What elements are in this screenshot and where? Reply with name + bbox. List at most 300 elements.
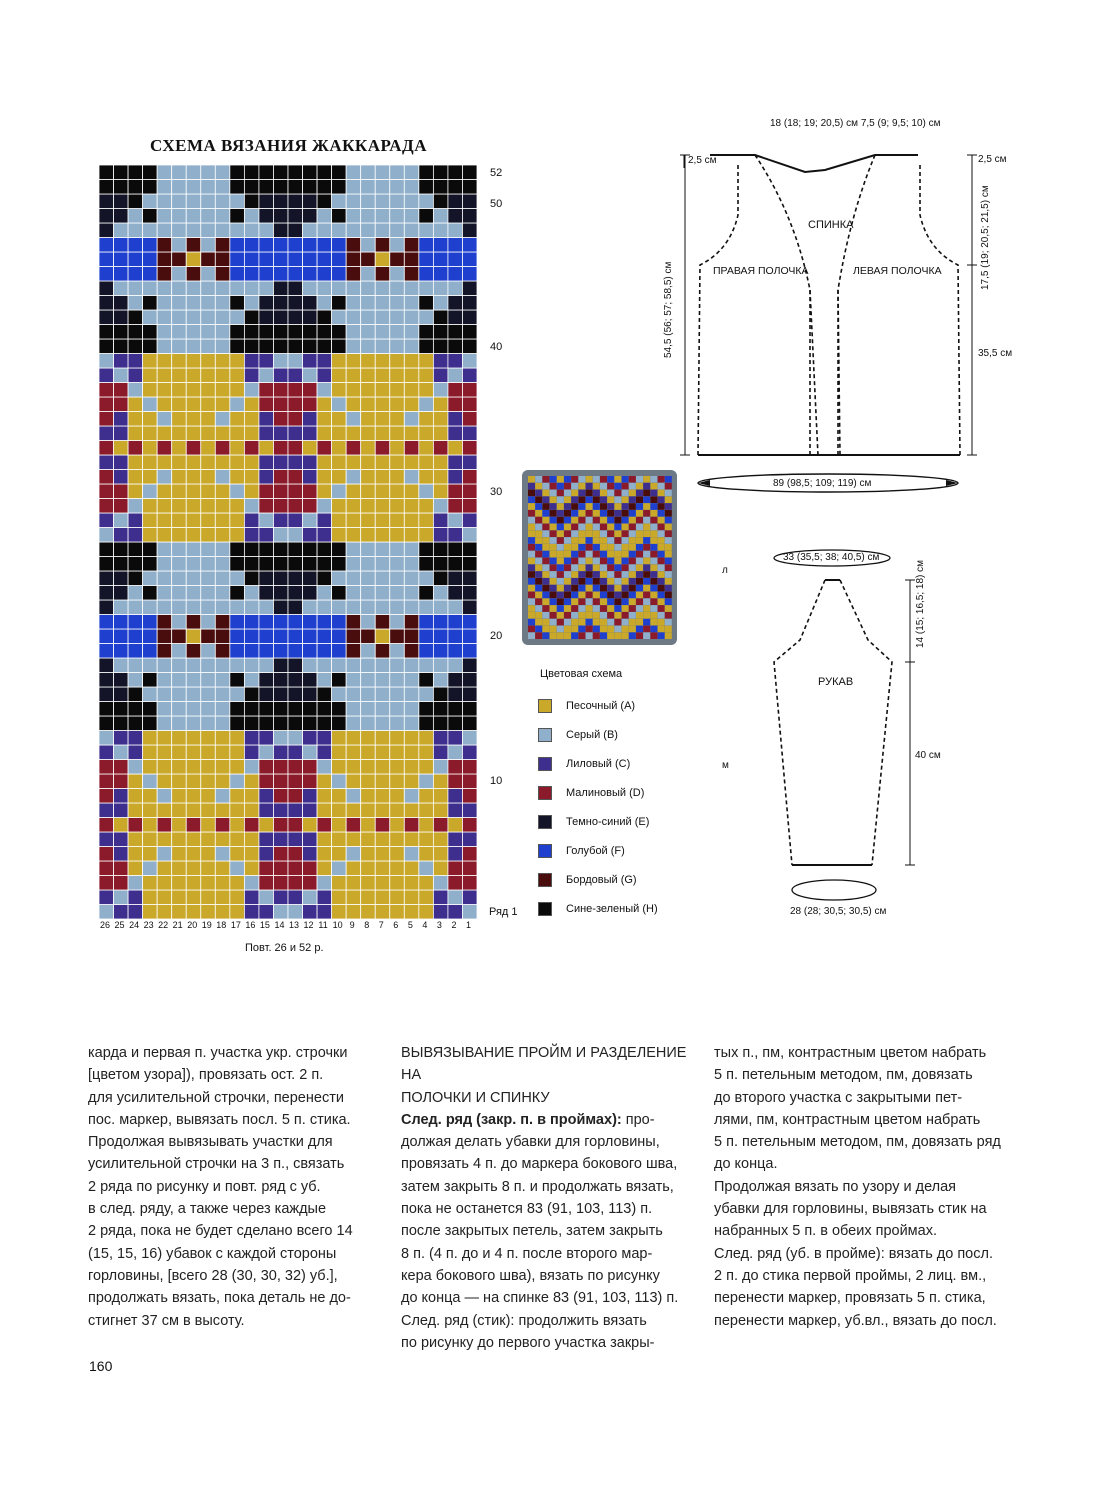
chart-cell xyxy=(303,818,318,833)
swatch-stitch xyxy=(629,524,636,531)
chart-cell xyxy=(201,687,216,702)
chart-cell xyxy=(375,194,390,209)
chart-cell xyxy=(128,412,143,427)
chart-cell xyxy=(157,513,172,528)
chart-cell xyxy=(143,354,158,369)
chart-cell xyxy=(303,542,318,557)
swatch-stitch xyxy=(622,564,629,571)
chart-cell xyxy=(332,571,347,586)
chart-cell xyxy=(244,528,259,543)
chart-cell xyxy=(157,629,172,644)
chart-cell xyxy=(128,832,143,847)
chart-cell xyxy=(404,673,419,688)
chart-cell xyxy=(462,383,477,398)
chart-cell xyxy=(361,818,376,833)
chart-cell xyxy=(404,716,419,731)
column-number: 25 xyxy=(114,920,125,930)
chart-cell xyxy=(317,745,332,760)
chart-title: СХЕМА ВЯЗАНИЯ ЖАККАРАДА xyxy=(150,136,427,155)
chart-cell xyxy=(172,383,187,398)
chart-cell xyxy=(288,716,303,731)
chart-cell xyxy=(215,832,230,847)
text-line: лями, пм, контрастным цветом набрать xyxy=(714,1111,981,1128)
chart-cell xyxy=(99,687,114,702)
swatch-stitch xyxy=(643,558,650,565)
chart-cell xyxy=(99,615,114,630)
swatch-stitch xyxy=(607,564,614,571)
chart-cell xyxy=(128,760,143,775)
chart-cell xyxy=(390,470,405,485)
chart-cell xyxy=(273,354,288,369)
chart-cell xyxy=(186,383,201,398)
chart-cell xyxy=(433,542,448,557)
vest-top-dimensions: 18 (18; 19; 20,5) см 7,5 (9; 9,5; 10) см xyxy=(770,118,941,129)
swatch-stitch xyxy=(665,578,672,585)
swatch-stitch xyxy=(557,558,564,565)
chart-cell xyxy=(288,600,303,615)
swatch-stitch xyxy=(586,524,593,531)
swatch-stitch xyxy=(593,592,600,599)
chart-cell xyxy=(128,426,143,441)
chart-cell xyxy=(303,310,318,325)
chart-cell xyxy=(346,238,361,253)
chart-cell xyxy=(346,658,361,673)
chart-cell xyxy=(244,368,259,383)
swatch-stitch xyxy=(614,510,621,517)
chart-cell xyxy=(390,180,405,195)
chart-cell xyxy=(375,586,390,601)
swatch-stitch xyxy=(528,585,535,592)
chart-cell xyxy=(419,165,434,180)
chart-cell xyxy=(317,586,332,601)
swatch-stitch xyxy=(586,626,593,633)
chart-cell xyxy=(419,905,434,920)
text-line: След. ряд (стик): продолжить вязать xyxy=(401,1312,647,1329)
column-number: 14 xyxy=(274,920,285,930)
swatch-stitch xyxy=(629,558,636,565)
swatch-stitch xyxy=(643,598,650,605)
chart-cell xyxy=(143,310,158,325)
chart-cell xyxy=(419,528,434,543)
chart-cell xyxy=(288,557,303,572)
chart-cell xyxy=(375,876,390,891)
chart-cell xyxy=(346,470,361,485)
text-column-1 xyxy=(88,1042,378,1332)
chart-cell xyxy=(462,832,477,847)
chart-cell xyxy=(186,194,201,209)
swatch-stitch xyxy=(622,503,629,510)
chart-cell xyxy=(448,354,463,369)
swatch-stitch xyxy=(600,517,607,524)
swatch-stitch xyxy=(593,524,600,531)
swatch-stitch xyxy=(550,503,557,510)
chart-cell xyxy=(157,339,172,354)
chart-cell xyxy=(186,513,201,528)
chart-cell xyxy=(99,731,114,746)
chart-cell xyxy=(303,600,318,615)
chart-cell xyxy=(346,760,361,775)
swatch-stitch xyxy=(557,537,564,544)
swatch-stitch xyxy=(636,564,643,571)
chart-cell xyxy=(128,673,143,688)
legend-title: Цветовая схема xyxy=(540,668,623,680)
swatch-stitch xyxy=(586,578,593,585)
chart-cell xyxy=(462,615,477,630)
chart-cell xyxy=(419,586,434,601)
chart-cell xyxy=(332,252,347,267)
chart-cell xyxy=(462,339,477,354)
chart-cell xyxy=(143,383,158,398)
chart-cell xyxy=(99,296,114,311)
chart-cell xyxy=(143,716,158,731)
chart-cell xyxy=(404,339,419,354)
chart-cell xyxy=(375,165,390,180)
chart-cell xyxy=(230,803,245,818)
swatch-stitch xyxy=(593,537,600,544)
swatch-stitch xyxy=(586,551,593,558)
chart-cell xyxy=(448,861,463,876)
swatch-stitch xyxy=(550,598,557,605)
chart-cell xyxy=(128,702,143,717)
swatch-stitch xyxy=(622,483,629,490)
chart-cell xyxy=(244,252,259,267)
chart-cell xyxy=(433,499,448,514)
chart-cell xyxy=(186,296,201,311)
chart-cell xyxy=(419,615,434,630)
chart-cell xyxy=(273,832,288,847)
swatch-stitch xyxy=(542,510,549,517)
swatch-stitch xyxy=(658,578,665,585)
text-line: 2 ряда по рисунку и повт. ряд с уб. xyxy=(88,1178,321,1195)
swatch-stitch xyxy=(665,544,672,551)
chart-cell xyxy=(244,644,259,659)
column-number: 12 xyxy=(303,920,314,930)
swatch-stitch xyxy=(622,619,629,626)
chart-cell xyxy=(273,658,288,673)
chart-cell xyxy=(433,818,448,833)
chart-cell xyxy=(215,223,230,238)
chart-cell xyxy=(128,876,143,891)
chart-cell xyxy=(215,658,230,673)
chart-cell xyxy=(114,571,129,586)
chart-cell xyxy=(462,629,477,644)
chart-cell xyxy=(288,325,303,340)
chart-cell xyxy=(317,470,332,485)
chart-cell xyxy=(157,238,172,253)
swatch-stitch xyxy=(643,503,650,510)
chart-cell xyxy=(157,600,172,615)
chart-cell xyxy=(404,760,419,775)
swatch-stitch xyxy=(650,632,657,639)
chart-cell xyxy=(172,818,187,833)
swatch-stitch xyxy=(571,558,578,565)
chart-cell xyxy=(303,789,318,804)
chart-cell xyxy=(361,209,376,224)
swatch-stitch xyxy=(650,612,657,619)
chart-cell xyxy=(157,252,172,267)
chart-cell xyxy=(361,441,376,456)
chart-cell xyxy=(317,571,332,586)
chart-cell xyxy=(404,310,419,325)
chart-cell xyxy=(201,223,216,238)
swatch-stitch xyxy=(557,483,564,490)
swatch-stitch xyxy=(600,496,607,503)
swatch-stitch xyxy=(535,585,542,592)
column-number: 15 xyxy=(259,920,270,930)
chart-cell xyxy=(128,397,143,412)
chart-cell xyxy=(361,528,376,543)
text-column-3 xyxy=(714,1042,1014,1332)
chart-cell xyxy=(361,745,376,760)
chart-cell xyxy=(390,745,405,760)
chart-cell xyxy=(143,847,158,862)
chart-cell xyxy=(448,412,463,427)
chart-cell xyxy=(317,702,332,717)
chart-cell xyxy=(157,673,172,688)
swatch-stitch xyxy=(571,592,578,599)
chart-cell xyxy=(462,470,477,485)
swatch-stitch xyxy=(658,619,665,626)
chart-cell xyxy=(128,818,143,833)
chart-cell xyxy=(361,847,376,862)
chart-cell xyxy=(332,267,347,282)
swatch-stitch xyxy=(629,612,636,619)
chart-cell xyxy=(448,586,463,601)
chart-cell xyxy=(448,238,463,253)
chart-cell xyxy=(317,774,332,789)
sleeve-top-dim: 33 (35,5; 38; 40,5) см xyxy=(783,552,880,563)
instruction-continuation: про- xyxy=(621,1111,655,1128)
chart-cell xyxy=(230,658,245,673)
chart-cell xyxy=(157,296,172,311)
swatch-stitch xyxy=(600,598,607,605)
chart-cell xyxy=(273,644,288,659)
chart-cell xyxy=(317,238,332,253)
chart-cell xyxy=(332,586,347,601)
chart-cell xyxy=(273,687,288,702)
chart-cell xyxy=(375,629,390,644)
chart-cell xyxy=(346,789,361,804)
swatch-stitch xyxy=(607,558,614,565)
chart-cell xyxy=(201,803,216,818)
chart-cell xyxy=(230,310,245,325)
swatch-stitch xyxy=(542,530,549,537)
vest-length-dim: 54,5 (56; 57; 58,5) см xyxy=(663,261,674,358)
chart-cell xyxy=(303,644,318,659)
chart-cell xyxy=(259,600,274,615)
swatch-stitch xyxy=(557,632,564,639)
swatch-stitch xyxy=(650,517,657,524)
chart-cell xyxy=(128,629,143,644)
swatch-stitch xyxy=(571,612,578,619)
swatch-stitch xyxy=(578,605,585,612)
chart-cell xyxy=(114,658,129,673)
chart-cell xyxy=(128,339,143,354)
chart-cell xyxy=(419,832,434,847)
chart-cell xyxy=(332,310,347,325)
chart-cell xyxy=(361,296,376,311)
chart-cell xyxy=(433,644,448,659)
chart-cell xyxy=(419,702,434,717)
chart-cell xyxy=(288,542,303,557)
legend-swatch xyxy=(538,844,552,858)
chart-cell xyxy=(288,818,303,833)
legend-item xyxy=(538,814,649,830)
chart-cell xyxy=(361,499,376,514)
chart-cell xyxy=(404,658,419,673)
swatch-stitch xyxy=(542,605,549,612)
swatch-stitch xyxy=(586,605,593,612)
chart-cell xyxy=(259,905,274,920)
chart-cell xyxy=(186,165,201,180)
chart-cell xyxy=(346,209,361,224)
chart-cell xyxy=(390,194,405,209)
chart-cell xyxy=(332,499,347,514)
swatch-stitch xyxy=(564,517,571,524)
chart-cell xyxy=(317,194,332,209)
chart-cell xyxy=(390,383,405,398)
swatch-stitch xyxy=(629,517,636,524)
swatch-stitch xyxy=(622,592,629,599)
chart-cell xyxy=(404,252,419,267)
legend-label: Темно-синий (E) xyxy=(566,816,650,828)
chart-cell xyxy=(273,165,288,180)
chart-cell xyxy=(346,194,361,209)
chart-cell xyxy=(143,281,158,296)
swatch-stitch xyxy=(528,564,535,571)
legend-swatch xyxy=(538,786,552,800)
chart-cell xyxy=(317,687,332,702)
chart-cell xyxy=(273,876,288,891)
swatch-stitch xyxy=(614,558,621,565)
text-line: кера бокового шва), вязать по рисунку xyxy=(401,1267,660,1284)
chart-cell xyxy=(288,615,303,630)
swatch-stitch xyxy=(607,483,614,490)
chart-cell xyxy=(201,890,216,905)
chart-cell xyxy=(375,267,390,282)
chart-cell xyxy=(390,687,405,702)
swatch-stitch xyxy=(614,592,621,599)
swatch-stitch xyxy=(564,571,571,578)
back-label: СПИНКА xyxy=(808,219,854,231)
chart-cell xyxy=(244,789,259,804)
chart-cell xyxy=(244,223,259,238)
chart-cell xyxy=(419,760,434,775)
chart-cell xyxy=(317,209,332,224)
chart-cell xyxy=(361,455,376,470)
chart-cell xyxy=(201,673,216,688)
chart-cell xyxy=(128,470,143,485)
chart-cell xyxy=(186,789,201,804)
text-line: карда и первая п. участка укр. строчки xyxy=(88,1045,348,1061)
swatch-stitch xyxy=(600,619,607,626)
swatch-stitch xyxy=(564,592,571,599)
swatch-stitch xyxy=(586,585,593,592)
swatch-stitch xyxy=(535,564,542,571)
swatch-stitch xyxy=(665,632,672,639)
chart-cell xyxy=(375,803,390,818)
swatch-stitch xyxy=(629,483,636,490)
swatch-stitch xyxy=(571,571,578,578)
chart-cell xyxy=(303,441,318,456)
chart-cell xyxy=(186,905,201,920)
swatch-stitch xyxy=(600,483,607,490)
chart-cell xyxy=(114,876,129,891)
chart-cell xyxy=(346,600,361,615)
swatch-stitch xyxy=(600,551,607,558)
swatch-stitch xyxy=(643,626,650,633)
chart-cell xyxy=(259,296,274,311)
chart-cell xyxy=(172,397,187,412)
chart-cell xyxy=(419,267,434,282)
chart-cell xyxy=(390,658,405,673)
chart-cell xyxy=(157,412,172,427)
chart-cell xyxy=(433,426,448,441)
chart-cell xyxy=(288,339,303,354)
swatch-stitch xyxy=(586,571,593,578)
chart-cell xyxy=(143,702,158,717)
swatch-stitch xyxy=(528,592,535,599)
chart-cell xyxy=(259,731,274,746)
chart-cell xyxy=(288,832,303,847)
chart-cell xyxy=(230,165,245,180)
swatch-stitch xyxy=(528,510,535,517)
chart-cell xyxy=(462,847,477,862)
swatch-stitch xyxy=(622,551,629,558)
chart-cell xyxy=(404,397,419,412)
chart-cell xyxy=(114,455,129,470)
chart-cell xyxy=(143,470,158,485)
chart-cell xyxy=(244,832,259,847)
swatch-stitch xyxy=(614,544,621,551)
swatch-stitch xyxy=(629,619,636,626)
swatch-stitch xyxy=(593,510,600,517)
chart-cell xyxy=(332,542,347,557)
chart-cell xyxy=(186,339,201,354)
chart-cell xyxy=(99,905,114,920)
chart-cell xyxy=(172,716,187,731)
chart-cell xyxy=(390,426,405,441)
chart-cell xyxy=(448,470,463,485)
chart-cell xyxy=(404,180,419,195)
chart-cell xyxy=(99,629,114,644)
chart-cell xyxy=(259,832,274,847)
chart-cell xyxy=(361,890,376,905)
chart-cell xyxy=(114,325,129,340)
chart-cell xyxy=(390,528,405,543)
swatch-stitch xyxy=(600,571,607,578)
chart-cell xyxy=(186,760,201,775)
chart-cell xyxy=(114,310,129,325)
chart-cell xyxy=(230,455,245,470)
chart-cell xyxy=(317,528,332,543)
chart-cell xyxy=(462,252,477,267)
chart-cell xyxy=(143,731,158,746)
chart-cell xyxy=(215,383,230,398)
swatch-stitch xyxy=(629,571,636,578)
chart-cell xyxy=(201,615,216,630)
swatch-stitch xyxy=(622,490,629,497)
chart-cell xyxy=(390,441,405,456)
chart-cell xyxy=(317,644,332,659)
chart-cell xyxy=(114,397,129,412)
chart-cell xyxy=(448,571,463,586)
chart-cell xyxy=(317,905,332,920)
chart-cell xyxy=(172,267,187,282)
chart-cell xyxy=(462,296,477,311)
chart-cell xyxy=(128,890,143,905)
chart-cell xyxy=(201,412,216,427)
